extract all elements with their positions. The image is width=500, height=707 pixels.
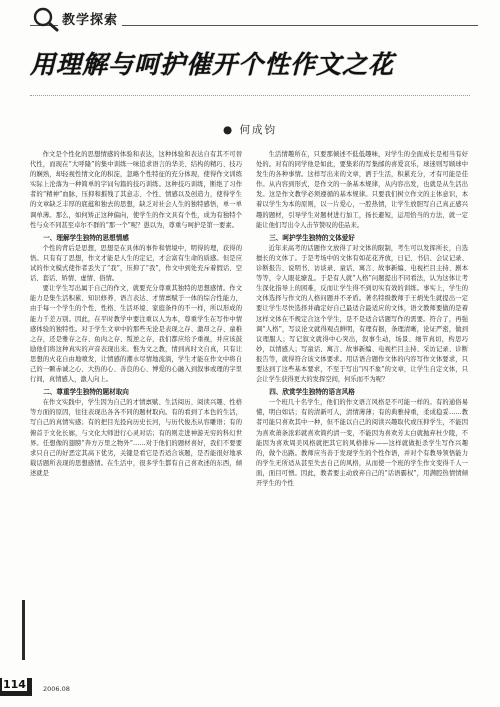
author-name: 何成钧 — [239, 124, 277, 136]
section-heading: 一、理解学生独特的思想情感 — [43, 233, 129, 242]
paragraph: 在作文实践中，学生因为自己的才情禀赋、生活阅历、阅读兴趣、性格等方面的原因，往往表现出各各不同的题材取向。有的看到了本色的生活，写自己的真情实感；有的把目光投向历史长河，与历代俊杰从容雕语；有的俯首于文化长廊，与文化大师进行心灵对话；有的则走进神游无穷的科幻世界。任想像的翅膀“奔方万里之物外”……对于他们的题材喜好，我们不要要求只自己的好恶定其高下优劣，关键是看它是否适合该题，是否能很好地承载话题所表现的思想感情。在生活中，很多学生都有自己喜欢述的东西，倾述就是 — [30, 399, 242, 477]
margin-bar — [22, 600, 25, 660]
column-name: 教学探索 — [58, 9, 122, 28]
section-heading: 四、欣赏学生独特的语言风格 — [269, 388, 355, 397]
section-heading: 三、呵护学生独特的文体爱好 — [269, 233, 355, 242]
paragraph: 作文是个性化的思想情感的体验和表达，这种体验和表达自有其不可替代性，而现在“大呼隆”的集中训练一味追求语言的华美、结构的精巧、技巧的娴熟，却轻视性情文化的积淀，忽略个性特征的充分体现，使得作文训练实际上沦落为一种简单的字词句篇的技巧训练。这种技巧训练，断绝了习作者的“精神”血脉，压抑和摧残了其意志、个性、情感以及创造力，使得学生的文章缺乏丰厚的底蕴和独去的思想，缺乏对社会人生的独特感悟，单一单调单薄。那么，如何矫正这种偏向，使学生的作文具有个性，成为有独特个性与众不同甚至卓尔不群的“那一个”呢？愚以为，尊重与呵护是第一要素。 — [30, 151, 242, 229]
author-line — [0, 122, 500, 137]
body-column-right — [256, 150, 468, 680]
magnifier-logo-icon — [32, 6, 60, 32]
paragraph: 要让学生写出属于自己的作文，就要充分尊重其独特的思想感情。作文能力是集生活积累、知识修养、语言表达、才情禀赋于一体的综合性能力，由于每一个学生的个性、性格、生活环境、家庭条件的不一样，所以形成的能力千差万别。因此，在平时教学中要注重以人为本，尊重学生在写作中情感体验的独特性。对于学生文章中的那些无论是表现之存、激昂之存、童稚之存，还是雅存之存、鱼肉之存、叛逆之存，我们都应给予重视，并应该鼓励他们将这种真实的声音表现出来。惟为文之教，情到真时文自真，只有让思想的火花自由地喷发，让情感的潮水尽情地流淌，学生才能在作文中将自己的一颗赤诚之心、大热的心、善良的心、博爱的心融入到叙事或理的字里行间，真情感人，激人向上。 — [30, 285, 242, 384]
paragraph: 一个班几十名学生，他们的作文语言风格是不可能一样的。有的通俗易懂，明白如话；有的清新可人，清情薄薄；有的典雅持重，柔成稳妥……教者可能只喜欢其中一种，但不能以自己的阅读兴趣取代或压抑学生，不能因为喜欢萧条浓彩就喜欢简约清一变，不能因为喜欢芳太白就抛弃杜少陵，不能因为喜欢周美风格就把其它的风格排斥——这样就做扼杀学生写作兴趣的，做个出路。教师应当善于发现学生的个性作语，并对个有教导领悟能力的学生无所适从甚至失去自己的风格，从而使一个班的学生作文变得千人一面，面目可憎。因此，教者要主动放弃自己的“话语霸权”，用满腔热情情倾开学生的个性 — [256, 399, 468, 487]
author-bullet-icon: ● — [222, 124, 235, 136]
article-title: 用理解与呵护催开个性作文之花 — [30, 50, 395, 79]
section-heading: 二、尊重学生独特的题材取向 — [43, 388, 129, 397]
page-number: 114 — [3, 678, 26, 691]
title-divider — [30, 95, 470, 96]
paragraph: 个性的背后是思想，思想是在具体的事件和情境中，明得的理，获得的悟。只有有了思想，作文才能是人生的定记，才会富有生命的质感。但是应试的作文模式使作者丢失了“我”，压抑了“我”，作文中到处充斥着假话、空话、套话、矫情、虚情、俗情。 — [30, 244, 242, 283]
article-body — [30, 150, 472, 680]
issue-date: 2006.08 — [43, 685, 70, 693]
paragraph: 生活情趣所在，只要那倾述不低低趣味，对学生的全面成长是相当有好处的。对有的同学他是如此，要集彩的写集邮的喜爱哀乐，球迷则写顾球中发生的各种事情。这样写出来的文章，洒于生活，积累充分，才有可能是佳作。从内容到形式，是作文的一条基本规律，从内容出发，也就是从生活出发。这是作文教学必须遵循的基本规律。只要我们树立作文的主体意识，本着以学生为本的原则，以一片爱心，一腔热情，让学生放胆写自己真正感兴趣的题材，引导学生对题材进行加工，扬长避短，运用恰当的方法，就一定能让他们写出令人击节赞叹的佳品来。 — [256, 151, 468, 229]
body-column-left — [30, 150, 242, 680]
paragraph: 近年来高考的话题作文放得了对文体的限制，考生可以发挥所长，自选擅长的文体了。于是考场中的文体有如花花齐放，日记、书信、会议记录、诊断报告、说明书、访谈录、童话、寓言、故事新编、电视栏目主持、剧本等等，令人眼花缭乱。于是有人就“人格”问题提出不同看法，认为这体让考生深化指导上的困难，反而让学生得不到切实有效的训练。事实上，学生的文体选择与作文的人格问题并不矛盾。著名特级教师于王炳先生就提出一定要让学生尽快选择并确定好自己最适合最适应的文体，语文教师要做的是着这样文体在不规定合这个学生，是不是适合话题写作的需要。符合了，再强调“人格”，写议论文就得观点鲜明，有理有据，条理清晰，论证严密，做到议理服人；写记叙文就得中心突出，叙事生动，场景、细节真切，构思巧妙，以情感人；写童话、寓言、故事新编、电视栏目主持、采访记录、诊断报告等，就得符合该文体要求。用话语合题作文体的内容写作文体要求，只要达到了这些基本要求，不至于写出“四不象”的文章，让学生自定文体，只会让学生获得更大的发挥空间，何乐而不为呢？ — [256, 244, 468, 384]
